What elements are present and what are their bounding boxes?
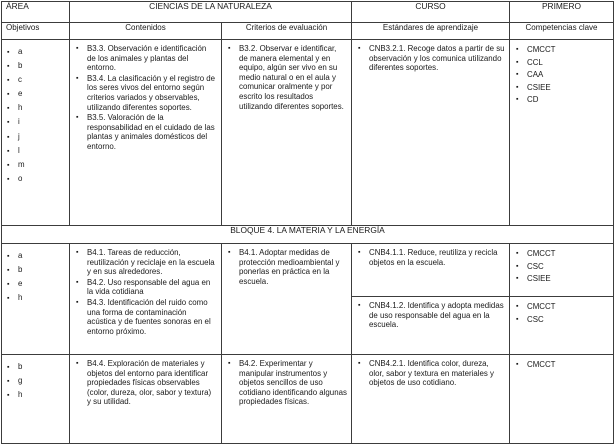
block3-objectives-cell <box>2 40 70 226</box>
block4-row2-criteria-cell <box>222 355 352 444</box>
area-label: ÁREA <box>2 2 70 23</box>
block4-row1-objectives-cell <box>2 244 70 355</box>
column-header-standards: Estándares de aprendizaje <box>352 23 510 40</box>
list-item: ▪ CAA <box>516 69 609 81</box>
block3-criteria-cell <box>222 40 352 226</box>
block3-standards-cell <box>352 40 510 226</box>
column-header-contents: Contenidos <box>70 23 222 40</box>
block4-row2 <box>2 355 614 444</box>
block4-row1-contents-cell <box>70 244 222 355</box>
course-value: PRIMERO <box>510 2 614 23</box>
block4-row2-objectives-cell <box>2 355 70 444</box>
list-item: ▪ g <box>7 374 69 388</box>
list-item: ▪ l <box>7 144 69 158</box>
column-header-objectives: Objetivos <box>2 23 70 40</box>
block4-row2-competences-cell <box>510 355 614 444</box>
block4-row1-standard-2 <box>352 297 509 335</box>
curriculum-table <box>1 1 614 444</box>
standard-item: ▪ CNB4.1.2. Identifica y adopta medidas de uso responsable del agua en la escuela. <box>358 301 505 330</box>
list-item: ▪ m <box>7 158 69 172</box>
list-item: ▪ j <box>7 130 69 144</box>
block3-competences-cell <box>510 40 614 226</box>
list-item: ▪ e <box>7 87 69 101</box>
block4-row1-objectives-list <box>2 244 69 305</box>
list-item: ▪ i <box>7 115 69 129</box>
list-item: ▪ CNB3.2.1. Recoge datos a partir de su observación y los comunica utilizando diferentes soportes. <box>358 44 505 73</box>
block3-objectives-list <box>2 40 69 186</box>
list-item: ▪ h <box>7 101 69 115</box>
block3-competences-list <box>510 40 613 111</box>
subject-title: CIENCIAS DE LA NATURALEZA <box>70 2 352 23</box>
list-item: ▪ B3.4. La clasificación y el registro de los seres vivos del entorno según criterios variados y observables, utilizando diferentes soportes. <box>76 74 217 112</box>
block4-row1-competences-2 <box>510 297 613 330</box>
block4-row1a <box>2 244 614 297</box>
block4-row2-standards-cell <box>352 355 510 444</box>
list-item: ▪ CMCCT <box>516 248 609 260</box>
list-item: ▪ h <box>7 388 69 402</box>
block4-row1-criteria-list <box>222 244 351 291</box>
list-item: ▪ a <box>7 249 69 263</box>
list-item: ▪ B4.1. Adoptar medidas de protección medioambiental y ponerlas en práctica en la escuela. <box>228 248 347 286</box>
block4-row2-objectives-list <box>2 355 69 402</box>
block4-row2-contents-cell <box>70 355 222 444</box>
list-item: ▪ B3.5. Valoración de la responsabilidad en el cuidado de las plantas y animales domésticos del entorno. <box>76 113 217 151</box>
list-item: ▪ CMCCT <box>516 301 609 313</box>
block4-row1-criteria-cell <box>222 244 352 355</box>
list-item: ▪ a <box>7 45 69 59</box>
list-item: ▪ h <box>7 291 69 305</box>
list-item: ▪ CSC <box>516 314 609 326</box>
block4-row1-competences-2-cell <box>510 297 614 355</box>
block4-row2-competences-list <box>510 355 613 376</box>
block3-contents-cell <box>70 40 222 226</box>
list-item: ▪ CCL <box>516 57 609 69</box>
list-item: ▪ B4.2. Experimentar y manipular instrumentos y objetos sencillos de uso cotidiano identificando algunas propiedades físicas. <box>228 359 347 407</box>
block3-contents-list <box>70 40 221 157</box>
list-item: ▪ B4.4. Exploración de materiales y objetos del entorno para identificar propiedades físicas observables (color, dureza, olor, sabor y textura) y su utilidad. <box>76 359 217 407</box>
block4-row2-standards-list <box>352 355 509 393</box>
column-header-criteria: Criterios de evaluación <box>222 23 352 40</box>
block3-row <box>2 40 614 226</box>
list-item: ▪ CMCCT <box>516 359 609 371</box>
list-item: ▪ B3.3. Observación e identificación de los animales y plantas del entorno. <box>76 44 217 73</box>
block4-title: BLOQUE 4. LA MATERIA Y LA ENERGÍA <box>2 226 614 244</box>
list-item: ▪ b <box>7 59 69 73</box>
block4-row1-standard-1 <box>352 244 509 272</box>
list-item: ▪ CMCCT <box>516 44 609 56</box>
block3-criteria-list <box>222 40 351 116</box>
block4-row1-competences-1 <box>510 244 613 290</box>
list-item: ▪ B4.1. Tareas de reducción, reutilización y reciclaje en la escuela y en sus alrededores. <box>76 248 217 277</box>
block4-row1-contents-list <box>70 244 221 341</box>
list-item: ▪ CSC <box>516 261 609 273</box>
column-header-competences: Competencias clave <box>510 23 614 40</box>
list-item: ▪ B3.2. Observar e identificar, de manera elemental y en equipo, algún ser vivo en su medio natural o en el aula y comunicar oralmente y por escrito los resultados utilizando diferentes soportes. <box>228 44 347 111</box>
list-item: ▪ b <box>7 360 69 374</box>
list-item: ▪ c <box>7 73 69 87</box>
block4-row1-standard-1-cell <box>352 244 510 297</box>
list-item: ▪ o <box>7 172 69 186</box>
list-item: ▪ CSIEE <box>516 82 609 94</box>
list-item: ▪ CSIEE <box>516 273 609 285</box>
block3-standards-list <box>352 40 509 78</box>
block4-row2-criteria-list <box>222 355 351 412</box>
block4-row1-standard-2-cell <box>352 297 510 355</box>
course-label: CURSO <box>352 2 510 23</box>
block4-row2-contents-list <box>70 355 221 412</box>
list-item: ▪ b <box>7 263 69 277</box>
list-item: ▪ CNB4.2.1. Identifica color, dureza, olor, sabor y textura en materiales y objetos de uso cotidiano. <box>358 359 505 388</box>
list-item: ▪ B4.2. Uso responsable del agua en la vida cotidiana <box>76 278 217 297</box>
header-row <box>2 2 614 23</box>
block4-row1-competences-1-cell <box>510 244 614 297</box>
standard-item: ▪ CNB4.1.1. Reduce, reutiliza y recicla objetos en la escuela. <box>358 248 505 267</box>
block4-title-row <box>2 226 614 244</box>
list-item: ▪ CD <box>516 94 609 106</box>
list-item: ▪ B4.3. Identificación del ruido como una forma de contaminación acústica y de fuentes sonoras en el entorno próximo. <box>76 298 217 336</box>
column-header-row <box>2 23 614 40</box>
list-item: ▪ e <box>7 277 69 291</box>
